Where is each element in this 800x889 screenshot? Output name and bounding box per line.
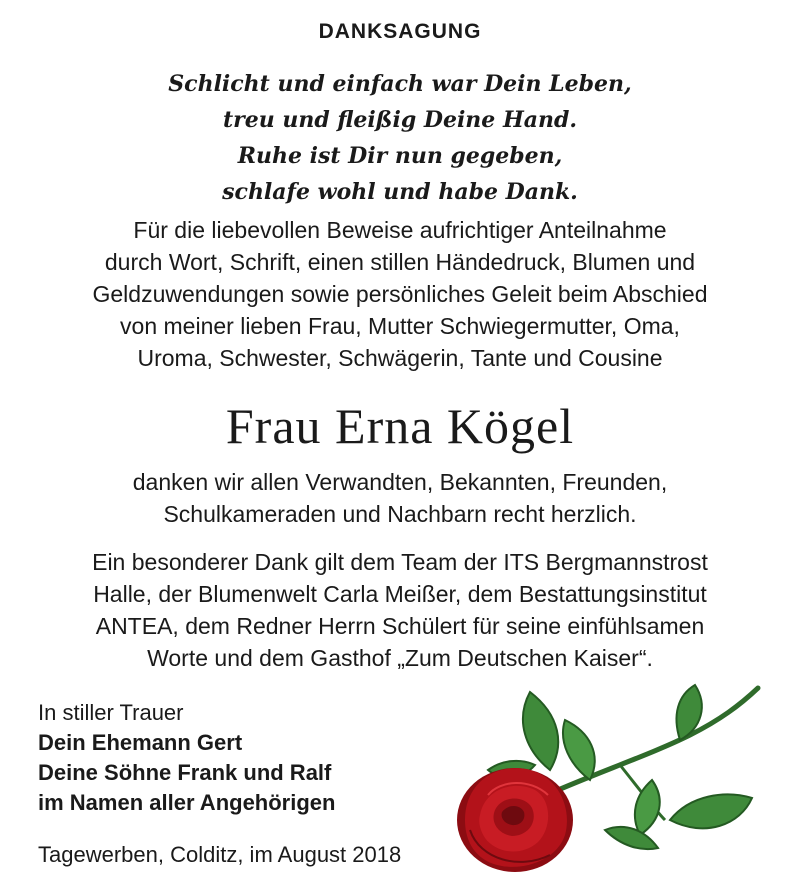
thanks-paragraph	[0, 214, 800, 374]
mourners-block	[38, 698, 335, 818]
place-date: Tagewerben, Colditz, im August 2018	[38, 842, 402, 867]
text-line: Für die liebevollen Beweise aufrichtiger Anteilnahme	[133, 217, 667, 243]
text-line: Ein besonderer Dank gilt dem Team der ITS Bergmannstrost	[92, 549, 708, 575]
text-line: Geldzuwendungen sowie persönliches Geleit beim Abschied	[92, 281, 708, 307]
text-line: ANTEA, dem Redner Herrn Schülert für seine einfühlsamen	[95, 613, 705, 639]
mourners-intro: In stiller Trauer	[38, 700, 184, 725]
poem-line: Ruhe ist Dir nun gegeben,	[237, 143, 563, 169]
mourner-line: im Namen aller Angehörigen	[38, 790, 336, 815]
mourner-line: Deine Söhne Frank und Ralf	[38, 760, 332, 785]
rose-image	[440, 670, 790, 880]
deceased-name: Frau Erna Kögel	[225, 398, 575, 454]
notice-title: DANKSAGUNG	[318, 20, 482, 43]
poem	[0, 66, 800, 210]
gratitude-paragraph	[0, 466, 800, 530]
poem-line: Schlicht und einfach war Dein Leben,	[168, 71, 632, 97]
poem-line: treu und fleißig Deine Hand.	[222, 107, 578, 133]
text-line: von meiner lieben Frau, Mutter Schwiegermutter, Oma,	[120, 313, 680, 339]
special-thanks-paragraph	[0, 546, 800, 674]
poem-line: schlafe wohl und habe Dank.	[222, 179, 578, 205]
text-line: durch Wort, Schrift, einen stillen Händedruck, Blumen und	[104, 249, 696, 275]
text-line: danken wir allen Verwandten, Bekannten, Freunden,	[132, 469, 668, 495]
text-line: Halle, der Blumenwelt Carla Meißer, dem Bestattungsinstitut	[93, 581, 707, 607]
text-line: Schulkameraden und Nachbarn recht herzlich.	[163, 501, 637, 527]
mourner-line: Dein Ehemann Gert	[38, 730, 243, 755]
text-line: Worte und dem Gasthof „Zum Deutschen Kaiser“.	[147, 645, 653, 671]
text-line: Uroma, Schwester, Schwägerin, Tante und Cousine	[137, 345, 663, 371]
